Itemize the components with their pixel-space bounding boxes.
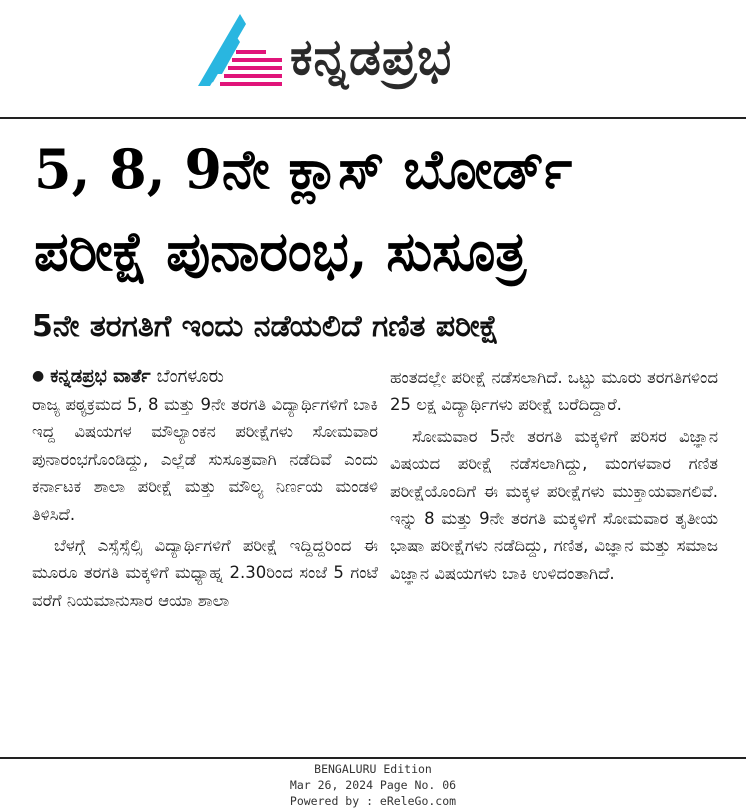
bullet-icon: ● [32,368,45,384]
paragraph: ಬೆಳಗ್ಗೆ ಎಸ್ಸೆಸ್ಸೆಲ್ಸಿ ವಿದ್ಯಾರ್ಥಿಗಳಿಗೆ ಪರೀಕ್ಷೆ ಇದ್ದಿದ್ದರಿಂದ ಈ ಮೂರೂ ತರಗತಿ ಮಕ್ಕಳಿಗೆ ಮಧ್ಯಾಹ್ನ 2.30ರಿಂದ ಸಂಜೆ 5 ಗಂಟೆ ವರೆಗೆ ನಿಯಮಾನುಸಾರ ಆಯಾ ಶಾಲಾ [32,536,378,610]
newspaper-name: ಕನ್ನಡಪ್ರಭ [290,28,453,86]
headline-line-2: ಪರೀಕ್ಷೆ ಪುನಾರಂಭ, ಸುಸೂತ್ರ [34,219,527,283]
headline [34,128,724,292]
edition-label: BENGALURU Edition [314,762,432,776]
paragraph: ರಾಜ್ಯ ಪಠ್ಯಕ್ರಮದ 5, 8 ಮತ್ತು 9ನೇ ತರಗತಿ ವಿದ್ಯಾರ್ಥಿಗಳಿಗೆ ಬಾಕಿ ಇದ್ದ ವಿಷಯಗಳ ಮೌಲ್ಯಾಂಕನ ಪರೀಕ್ಷೆಗಳು ಸೋಮವಾರ ಪುನಾರಂಭಗೊಂಡಿದ್ದು, ಎಲ್ಲೆಡೆ ಸುಸೂತ್ರವಾಗಿ ನಡೆದಿವೆ ಎಂದು ಕರ್ನಾಟಕ ಶಾಲಾ ಪರೀಕ್ಷೆ ಮತ್ತು ಮೌಲ್ಯ ನಿರ್ಣಯ ಮಂಡಳಿ ತಿಳಿಸಿದೆ. [32,395,378,524]
masthead-divider [0,117,746,119]
footer-divider [0,757,746,759]
subheadline: 5ನೇ ತರಗತಿಗೆ ಇಂದು ನಡೆಯಲಿದೆ ಗಣಿತ ಪರೀಕ್ಷೆ [32,309,499,344]
byline-place: ಬೆಂಗಳೂರು [156,366,224,387]
powered-by-label: Powered by : eReleGo.com [289,794,457,808]
headline-line-1: 5, 8, 9ನೇ ಕ್ಲಾಸ್ ಬೋರ್ಡ್ [34,137,573,201]
byline [32,362,378,391]
masthead [0,0,746,116]
paragraph: ಸೋಮವಾರ 5ನೇ ತರಗತಿ ಮಕ್ಕಳಿಗೆ ಪರಿಸರ ವಿಜ್ಞಾನ ವಿಷಯದ ಪರೀಕ್ಷೆ ನಡೆಸಲಾಗಿದ್ದು, ಮಂಗಳವಾರ ಗಣಿತ ಪರೀಕ್ಷೆಯೊಂದಿಗೆ ಈ ಮಕ್ಕಳ ಪರೀಕ್ಷೆಗಳು ಮುಕ್ತಾಯವಾಗಲಿವೆ. ಇನ್ನು 8 ಮತ್ತು 9ನೇ ತರಗತಿ ಮಕ್ಕಳಿಗೆ ಸೋಮವಾರ ತೃತೀಯ ಭಾಷಾ ಪರೀಕ್ಷೆಗಳು ನಡೆದಿದ್ದು, ಗಣಿತ, ವಿಜ್ಞಾನ ಮತ್ತು ಸಮಾಜ ವಿಜ್ಞಾನ ವಿಷಯಗಳು ಬಾಕಿ ಉಳಿದಂತಾಗಿದೆ. [390,426,718,583]
kannada-prabha-logo-icon [196,12,284,90]
article-column-right [390,364,718,587]
page-footer [0,761,746,809]
date-page-label: Mar 26, 2024 Page No. 06 [289,778,457,792]
article-column-left [32,362,378,614]
byline-agency: ಕನ್ನಡಪ್ರಭ ವಾರ್ತೆ [50,366,151,387]
paragraph: ಹಂತದಲ್ಲೇ ಪರೀಕ್ಷೆ ನಡೆಸಲಾಗಿದೆ. ಒಟ್ಟು ಮೂರು ತರಗತಿಗಳಿಂದ 25 ಲಕ್ಷ ವಿದ್ಯಾರ್ಥಿಗಳು ಪರೀಕ್ಷೆ ಬರೆದಿದ್ದಾರೆ. [390,368,718,415]
